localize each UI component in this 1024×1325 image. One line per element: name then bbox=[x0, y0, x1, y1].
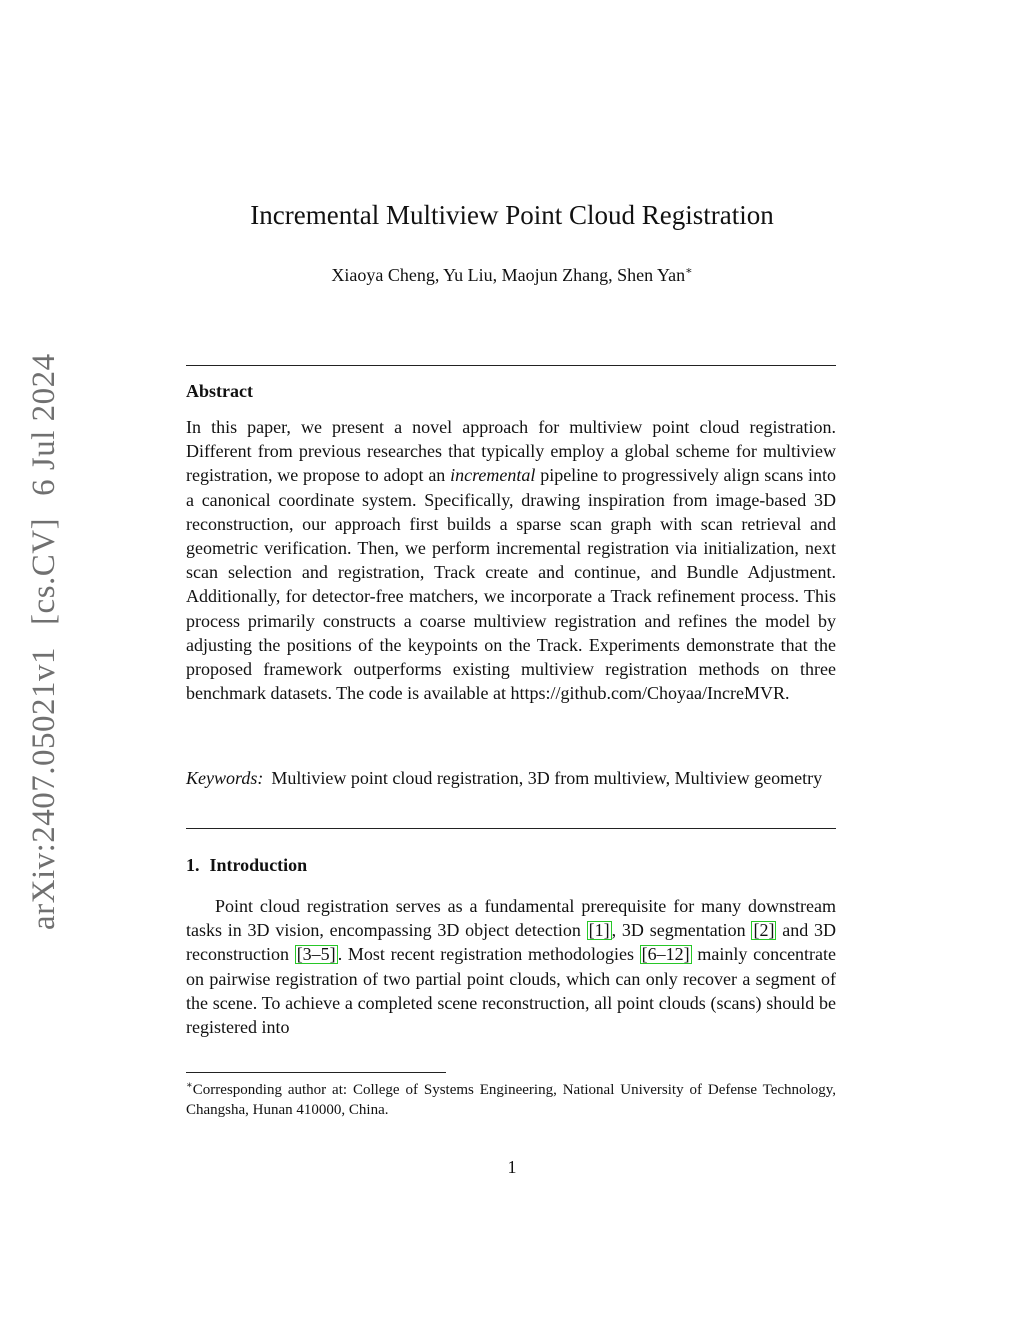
abstract-text bbox=[186, 415, 836, 705]
introduction-paragraph bbox=[186, 894, 836, 1039]
arxiv-category: [cs.CV] bbox=[26, 517, 62, 625]
section-heading-introduction bbox=[186, 855, 307, 876]
paper-title: Incremental Multiview Point Cloud Registration bbox=[250, 200, 774, 230]
section-title: Introduction bbox=[209, 855, 308, 875]
keywords-label: Keywords: bbox=[186, 768, 264, 788]
intro-text-5: mainly concentrate on pairwise registration of two partial point clouds, which can only recover a segment of the scene. To achieve a completed scene reconstruction, all point clouds (scans) should be registered into bbox=[186, 944, 837, 1038]
citation-link-2[interactable]: [2] bbox=[753, 920, 775, 941]
citation-link-4[interactable]: [6–12] bbox=[641, 944, 690, 965]
abstract-text-part-1: In this paper, we present a novel approach for multiview point cloud registration. Different from previous researches that typically employ a global scheme for multiview registration, we propose to adopt an bbox=[186, 417, 836, 486]
arxiv-stamp bbox=[14, 353, 74, 930]
footnote-rule bbox=[186, 1072, 446, 1073]
intro-text-2: , 3D segmentation bbox=[611, 920, 746, 941]
intro-text-1: Point cloud registration serves as a fundamental prerequisite for many downstream tasks in 3D vision, encompassing 3D object detection bbox=[186, 896, 836, 941]
abstract-heading: Abstract bbox=[186, 381, 253, 401]
page-number: 1 bbox=[507, 1157, 517, 1177]
abstract-text-part-2: pipeline to progressively align scans into a canonical coordinate system. Specifically, drawing inspiration from image-based 3D reconstruction, our approach first builds a sparse scan graph with scan retrieval and geometric verification. Then, we perform incremental registration via initialization, next scan selection and registration, Track create and continue, and Bundle Adjustment. Additionally, for detector-free matchers, we incorporate a Track refinement process. This process primarily constructs a coarse multiview registration and refines the model by adjusting the positions of the keypoints on the Track. Experiments demonstrate that the proposed framework outperforms existing multiview registration methods on three benchmark datasets. The code is available at https://github.com/Choyaa/IncreMVR. bbox=[186, 465, 837, 704]
section-number: 1. bbox=[186, 855, 200, 875]
intro-text-3: and 3D reconstruction bbox=[186, 920, 837, 965]
intro-text-4: . Most recent registration methodologies bbox=[337, 944, 634, 965]
corresponding-author-mark: ∗ bbox=[685, 265, 693, 277]
author-names: Xiaoya Cheng, Yu Liu, Maojun Zhang, Shen Yan bbox=[331, 265, 686, 285]
author-line bbox=[0, 264, 1024, 286]
keywords-text: Multiview point cloud registration, 3D from multiview, Multiview geometry bbox=[271, 768, 823, 788]
abstract-top-rule bbox=[186, 365, 836, 366]
citation-link-1[interactable]: [1] bbox=[588, 920, 610, 941]
footnote-mark: ∗ bbox=[186, 1080, 193, 1091]
arxiv-date: 6 Jul 2024 bbox=[26, 353, 62, 496]
keywords bbox=[186, 766, 836, 790]
footnote-text: Corresponding author at: College of Systems Engineering, National University of Defense Technology, Changsha, Hunan 410000, China. bbox=[186, 1082, 836, 1118]
footnote bbox=[186, 1076, 836, 1120]
arxiv-id: arXiv:2407.05021v1 bbox=[26, 646, 62, 930]
abstract-bottom-rule bbox=[186, 828, 836, 829]
citation-link-3[interactable]: [3–5] bbox=[296, 944, 336, 965]
abstract-emphasis: incremental bbox=[450, 465, 536, 486]
